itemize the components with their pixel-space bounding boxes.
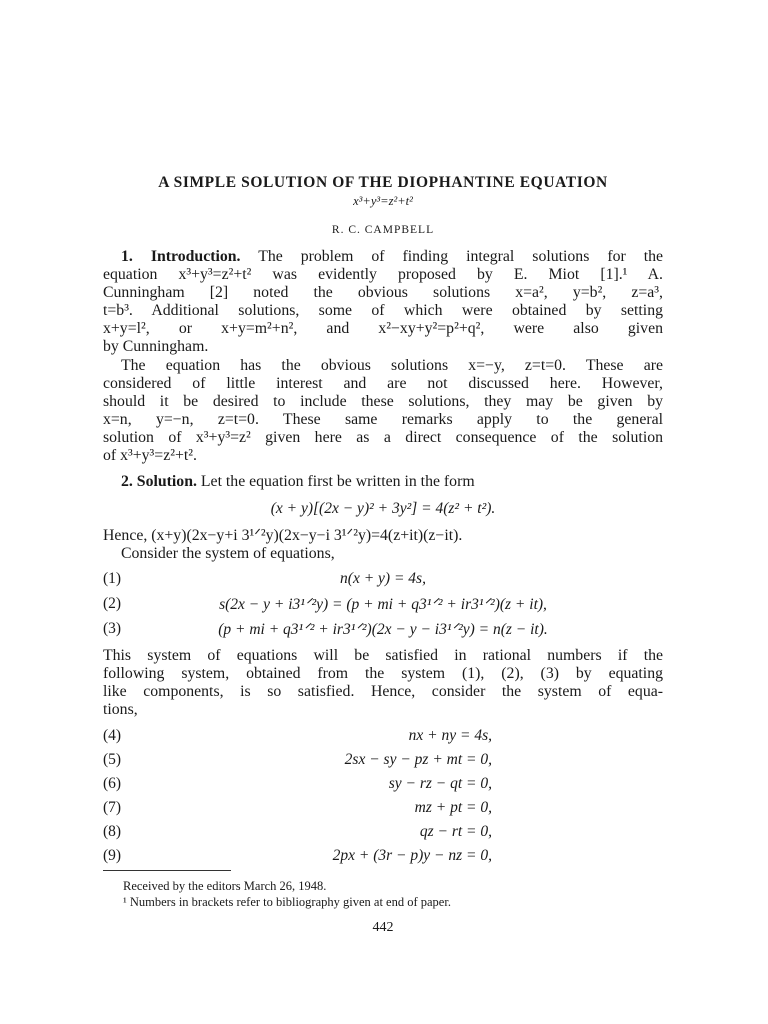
solution-lead: 2. Solution. Let the equation first be written in the form — [121, 473, 475, 490]
intro2-line: x=n, y=−n, z=t=0. These same remarks apply to the general — [103, 411, 663, 429]
section-heading-solution: 2. Solution. — [121, 473, 197, 490]
equation-number: (5) — [103, 751, 122, 768]
intro-line: Cunningham [2] noted the obvious solutions x=a², y=b², z=a³, — [103, 284, 663, 302]
para3-line: This system of equations will be satisfied in rational numbers if the — [103, 647, 663, 664]
intro2-line: considered of little interest and are not discussed here. However, — [103, 375, 663, 393]
para3-line: like components, is so satisfied. Hence, consider the system of equa- — [103, 683, 663, 701]
display-equation: (x + y)[(2x − y)² + 3y²] = 4(z² + t²). — [270, 500, 496, 517]
equation-body: n(x + y) = 4s, — [340, 570, 426, 587]
equation-body: 2sx − sy − pz + mt = 0, — [344, 751, 492, 768]
equation-row — [103, 727, 663, 749]
received-footnote: Received by the editors March 26, 1948. — [123, 879, 327, 893]
equation-number: (4) — [103, 727, 122, 744]
equation-number: (1) — [103, 570, 122, 587]
equation-row — [103, 620, 663, 642]
equation-body: 2px + (3r − p)y − nz = 0, — [332, 847, 492, 864]
consider-line: Consider the system of equations, — [121, 545, 335, 563]
intro-paragraph — [103, 248, 663, 357]
para3-line: following system, obtained from the system (1), (2), (3) by equating — [103, 665, 663, 683]
intro2-line: solution of x³+y³=z² given here as a direct consequence of the solution — [103, 429, 663, 447]
page-number: 442 — [372, 920, 394, 935]
hence-line: Hence, (x+y)(2x−y+i 3¹ᐟ²y)(2x−y−i 3¹ᐟ²y)=4(z+it)(z−it). Consider the system of equations, — [103, 527, 663, 563]
equation-row — [103, 570, 663, 592]
equation-row — [103, 799, 663, 821]
equation-number: (3) — [103, 620, 122, 637]
equation-row — [103, 823, 663, 845]
intro-paragraph-2 — [103, 357, 663, 466]
equation-number: (7) — [103, 799, 122, 816]
equation-body: mz + pt = 0, — [414, 799, 492, 816]
intro-line: equation x³+y³=z²+t² was evidently proposed by E. Miot [1].¹ A. — [103, 266, 663, 284]
equation-body: s(2x − y + i3¹ᐟ²y) = (p + mi + q3¹ᐟ² + ir3¹ᐟ²)(z + it), — [219, 596, 547, 613]
equation-body: (p + mi + q3¹ᐟ² + ir3¹ᐟ²)(2x − y − i3¹ᐟ²y) = n(z − it). — [218, 621, 548, 638]
intro2-line: of x³+y³=z²+t². — [103, 447, 197, 465]
equation-row — [103, 847, 663, 869]
equation-body: qz − rt = 0, — [419, 823, 492, 840]
author-name: R. C. CAMPBELL — [331, 224, 435, 236]
footnote-rule — [103, 870, 231, 871]
para3-line: tions, — [103, 701, 138, 719]
equation-row — [103, 751, 663, 773]
equation-number: (9) — [103, 847, 122, 864]
paper-subtitle-equation: x³+y³=z²+t² — [353, 194, 413, 208]
intro2-line: should it be desired to include these solutions, they may be given by — [103, 393, 663, 411]
paper-title: A SIMPLE SOLUTION OF THE DIOPHANTINE EQUATION — [158, 174, 608, 191]
equation-row — [103, 775, 663, 797]
intro-line: by Cunningham. — [103, 338, 209, 356]
intro-line: x+y=l², or x+y=m²+n², and x²−xy+y²=p²+q², were also given — [103, 320, 663, 338]
equation-row — [103, 595, 663, 617]
bibliography-footnote: ¹ Numbers in brackets refer to bibliography given at end of paper. — [123, 895, 451, 909]
intro2-line: The equation has the obvious solutions x=−y, z=t=0. These are — [121, 357, 663, 374]
intro-line: t=b³. Additional solutions, some of which were obtained by setting — [103, 302, 663, 320]
equation-number: (8) — [103, 823, 122, 840]
intro-line: 1. Introduction. The problem of finding integral solutions for the — [121, 248, 663, 265]
section-heading-introduction: 1. Introduction. — [121, 248, 241, 265]
equation-number: (2) — [103, 595, 122, 612]
equation-body: sy − rz − qt = 0, — [388, 775, 492, 792]
equation-number: (6) — [103, 775, 122, 792]
system-paragraph — [103, 647, 663, 719]
equation-body: nx + ny = 4s, — [408, 727, 492, 744]
